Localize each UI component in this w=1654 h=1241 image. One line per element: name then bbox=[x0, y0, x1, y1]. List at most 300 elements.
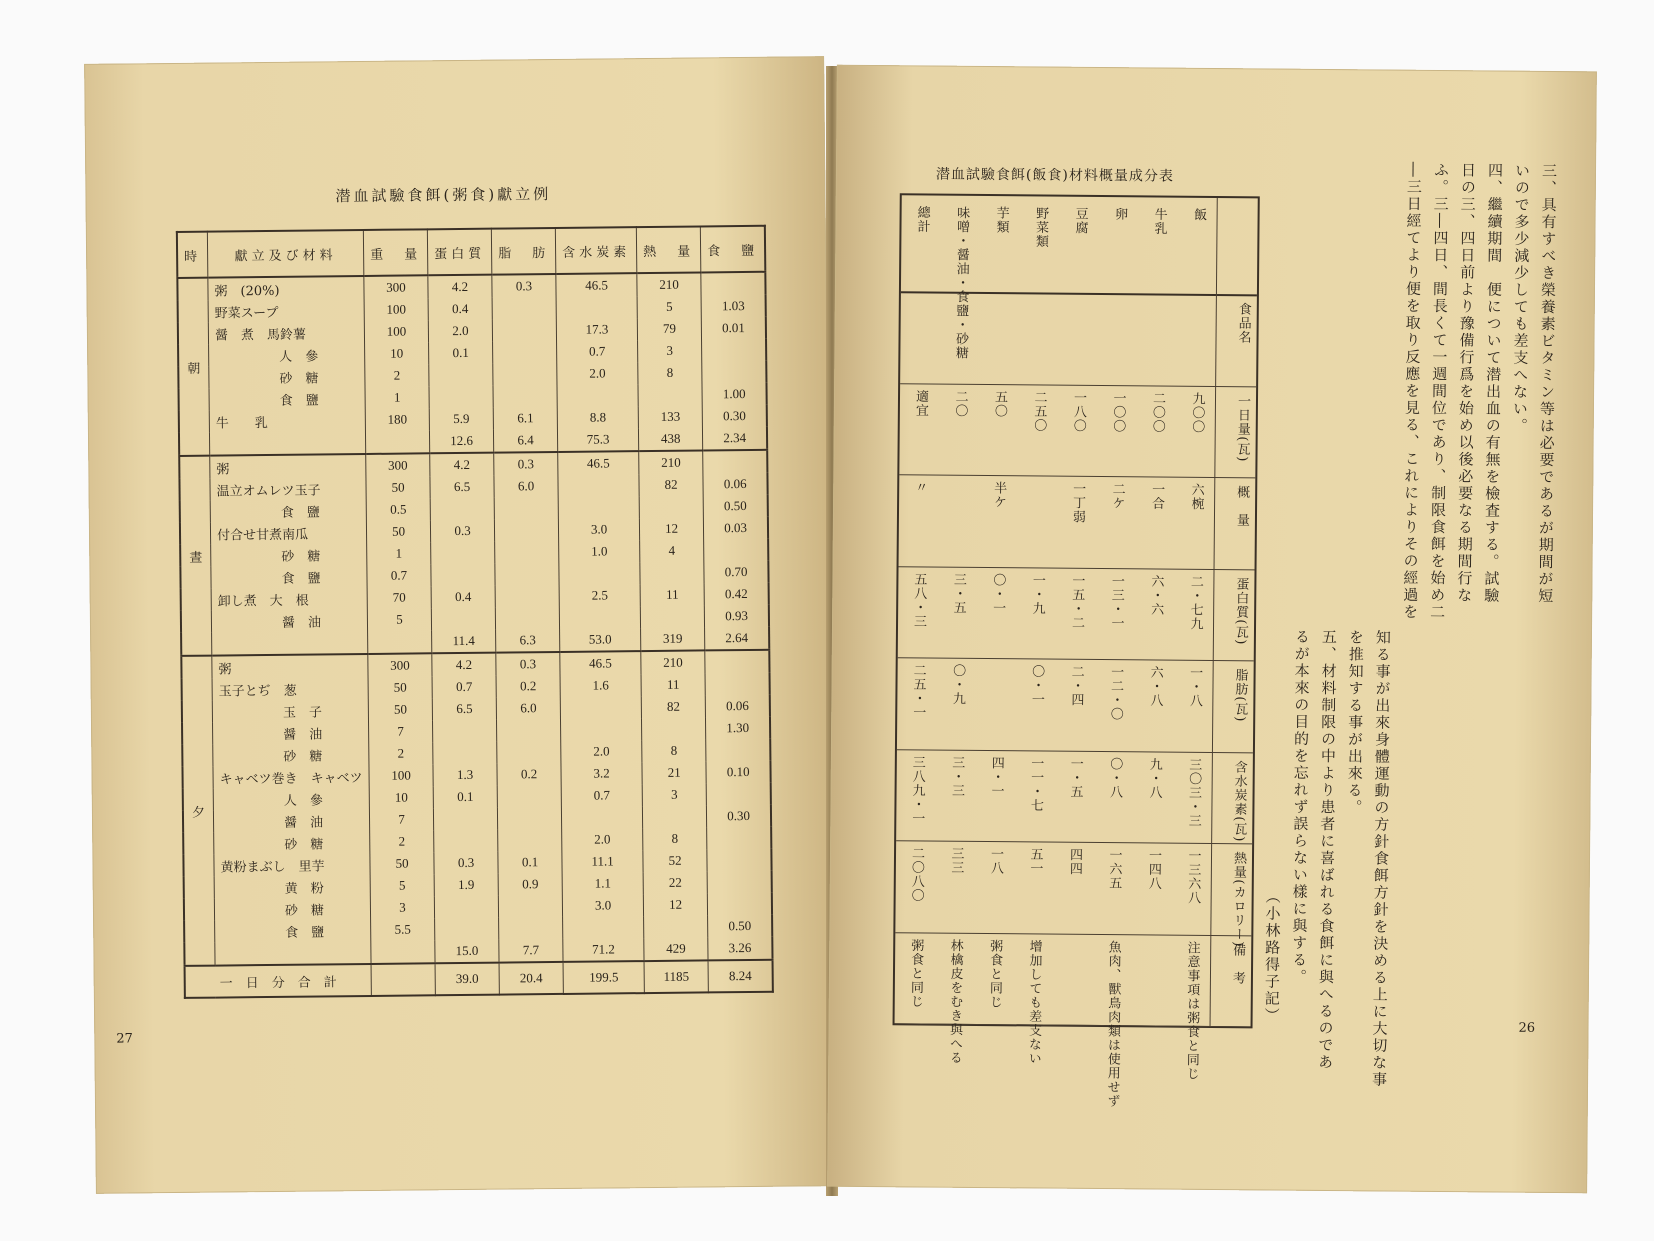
menu-item-value: 0.7 bbox=[561, 784, 642, 807]
composition-cell: 〇・九 bbox=[949, 663, 966, 706]
menu-item-name bbox=[212, 631, 368, 656]
menu-item-value: 0.3 bbox=[496, 652, 560, 676]
menu-item-value bbox=[433, 808, 497, 831]
menu-item-value: 10 bbox=[369, 786, 433, 809]
menu-item-value: 0.7 bbox=[557, 340, 638, 363]
total-value: 199.5 bbox=[563, 961, 644, 994]
composition-cell: 二・四 bbox=[1068, 664, 1084, 707]
menu-item-value: 2 bbox=[370, 830, 434, 853]
menu-item-value bbox=[706, 783, 771, 806]
menu-item-value: 79 bbox=[637, 317, 701, 340]
menu-item-value: 1.1 bbox=[562, 872, 643, 895]
menu-item-value: 8 bbox=[643, 827, 707, 850]
composition-cell: 六・六 bbox=[1148, 573, 1164, 617]
menu-item-value: 4 bbox=[640, 539, 704, 562]
menu-item-value: 75.3 bbox=[558, 428, 639, 452]
menu-item-name: 野菜スープ bbox=[208, 299, 364, 323]
menu-item-value: 82 bbox=[641, 695, 705, 718]
menu-item-name: 黄 粉 bbox=[214, 875, 370, 899]
menu-item-value: 2.0 bbox=[428, 320, 492, 343]
menu-item-value: 70 bbox=[367, 586, 431, 609]
menu-item-value bbox=[495, 541, 559, 564]
menu-item-value: 300 bbox=[366, 453, 430, 477]
menu-table-header bbox=[177, 226, 766, 278]
menu-item-value: 0.50 bbox=[708, 915, 773, 938]
menu-item-name: キャベツ巻き キャベツ bbox=[213, 765, 369, 789]
menu-item-value bbox=[703, 450, 768, 474]
menu-item-value: 6.0 bbox=[496, 697, 560, 720]
menu-item-value: 438 bbox=[639, 427, 703, 451]
menu-item-value bbox=[704, 539, 769, 562]
menu-item-value bbox=[558, 474, 639, 497]
composition-cell: 三〇三・三 bbox=[1185, 757, 1202, 828]
menu-item-value: 3.26 bbox=[708, 937, 773, 961]
composition-cell: 一・九 bbox=[1029, 572, 1045, 616]
body-text-column: 四、繼續期間 便について潜出血の有無を檢査する。試驗 bbox=[1482, 162, 1505, 605]
menu-item-value bbox=[431, 564, 495, 587]
menu-item-name: 食 鹽 bbox=[210, 499, 366, 523]
composition-band-label: 含水炭素(瓦) bbox=[1231, 759, 1247, 842]
composition-food-name: 芋類 bbox=[993, 206, 1009, 235]
menu-item-value bbox=[497, 807, 561, 830]
menu-item-value: 0.30 bbox=[707, 805, 772, 828]
menu-item-value: 17.3 bbox=[556, 318, 637, 341]
menu-item-value: 5.9 bbox=[429, 408, 493, 431]
body-text-column: るが本來の目的を忘れず誤らない樣に與する。 bbox=[1289, 628, 1312, 986]
left-page-number: 27 bbox=[116, 1031, 133, 1047]
menu-item-value bbox=[560, 696, 641, 719]
composition-cell: 粥食と同じ bbox=[986, 938, 1003, 1009]
header-calorie: 熱 量 bbox=[636, 226, 700, 273]
menu-item-name: 食 鹽 bbox=[211, 565, 367, 589]
menu-total-row bbox=[185, 960, 773, 998]
menu-item-value: 0.3 bbox=[430, 520, 494, 543]
menu-item-value: 7 bbox=[369, 720, 433, 743]
composition-cell: 四・一 bbox=[988, 755, 1004, 798]
menu-item-value: 2.64 bbox=[705, 627, 770, 651]
menu-item-value: 6.0 bbox=[494, 475, 558, 498]
menu-item-value: 133 bbox=[638, 405, 702, 428]
menu-item-name bbox=[215, 941, 371, 966]
menu-item-value: 2 bbox=[369, 742, 433, 765]
menu-item-value: 1 bbox=[367, 542, 431, 565]
menu-item-value: 210 bbox=[637, 272, 701, 296]
meal-time-label: 朝 bbox=[177, 278, 209, 456]
menu-item-value: 15.0 bbox=[435, 940, 499, 964]
composition-cell: 一四八 bbox=[1145, 848, 1162, 891]
menu-item-value: 1.00 bbox=[702, 383, 767, 406]
menu-item-name: 黄粉まぶし 里芋 bbox=[214, 853, 370, 877]
composition-band-label: 備 考 bbox=[1229, 942, 1246, 985]
composition-cell: 一八〇 bbox=[1070, 390, 1087, 433]
total-label: 一 日 分 合 計 bbox=[185, 964, 372, 998]
menu-item-value: 4.2 bbox=[432, 653, 496, 677]
composition-cell: 三三 bbox=[948, 846, 964, 875]
menu-item-value bbox=[559, 606, 640, 629]
menu-item-value: 0.9 bbox=[498, 873, 562, 896]
header-time: 時 bbox=[177, 232, 208, 278]
body-text-column: を推知する事が出來る。 bbox=[1345, 629, 1366, 817]
menu-item-name: 粥 bbox=[210, 454, 366, 479]
menu-item-value: 10 bbox=[365, 342, 429, 365]
menu-item-value bbox=[498, 829, 562, 852]
menu-item-name: 砂 糖 bbox=[211, 543, 367, 567]
menu-item-value bbox=[707, 827, 772, 850]
menu-item-value: 0.4 bbox=[428, 298, 492, 321]
menu-item-value bbox=[705, 650, 770, 674]
menu-item-value: 0.3 bbox=[494, 452, 558, 476]
menu-item-value bbox=[495, 607, 559, 630]
composition-band-label: 蛋白質(瓦) bbox=[1232, 576, 1249, 645]
menu-item-name: 砂 糖 bbox=[214, 831, 370, 855]
menu-item-value bbox=[707, 849, 772, 872]
menu-item-value: 22 bbox=[643, 871, 707, 894]
menu-item-value bbox=[434, 896, 498, 919]
menu-item-value: 0.7 bbox=[367, 564, 431, 587]
menu-item-value: 100 bbox=[369, 764, 433, 787]
total-value: 1185 bbox=[644, 960, 708, 993]
menu-item-value: 100 bbox=[364, 298, 428, 321]
menu-item-value: 5 bbox=[370, 874, 434, 897]
composition-cell: 一〇〇 bbox=[1110, 390, 1126, 433]
menu-item-value: 0.93 bbox=[704, 605, 769, 628]
menu-item-value bbox=[702, 361, 767, 384]
menu-item-value bbox=[429, 364, 493, 387]
menu-item-name: 卸し煮 大 根 bbox=[211, 587, 367, 611]
composition-cell: 六椀 bbox=[1188, 482, 1204, 511]
menu-item-value bbox=[497, 719, 561, 742]
header-weight: 重 量 bbox=[363, 229, 427, 276]
menu-item-value: 210 bbox=[639, 450, 703, 474]
menu-item-value bbox=[494, 497, 558, 520]
menu-item-value bbox=[556, 296, 637, 319]
menu-item-value: 0.1 bbox=[498, 851, 562, 874]
menu-item-name: 食 鹽 bbox=[209, 387, 365, 411]
left-page bbox=[84, 56, 836, 1194]
menu-item-value: 12.6 bbox=[430, 430, 494, 454]
menu-item-value bbox=[492, 297, 556, 320]
menu-item-value: 46.5 bbox=[558, 451, 639, 475]
menu-item-name: 粥 (20%) bbox=[208, 276, 364, 301]
composition-band-label: 概 量 bbox=[1233, 485, 1250, 528]
menu-item-value: 0.5 bbox=[366, 498, 430, 521]
menu-item-name: 牛 乳 bbox=[209, 409, 365, 433]
menu-item-value: 5.5 bbox=[371, 918, 435, 941]
menu-item-value bbox=[701, 272, 766, 296]
menu-item-value: 3 bbox=[370, 896, 434, 919]
menu-item-value: 3.0 bbox=[562, 894, 643, 917]
composition-band-label: 熱量(カロリー) bbox=[1230, 851, 1247, 948]
composition-cell: 二〇八〇 bbox=[908, 846, 925, 903]
menu-item-value: 0.7 bbox=[432, 676, 496, 699]
menu-item-name: 醤 煮 馬鈴薯 bbox=[208, 321, 364, 345]
menu-item-value: 3 bbox=[642, 783, 706, 806]
menu-item-name: 付合せ甘煮南瓜 bbox=[210, 521, 366, 545]
body-text-column: ―三日經てより便を取り反應を見る、これによりその經過を bbox=[1401, 161, 1424, 621]
menu-item-value: 3 bbox=[638, 339, 702, 362]
menu-item-value: 82 bbox=[639, 473, 703, 496]
menu-item-value bbox=[429, 386, 493, 409]
menu-item-value: 11 bbox=[640, 583, 704, 606]
menu-item-value: 6.5 bbox=[430, 476, 494, 499]
menu-item-value: 1.0 bbox=[559, 540, 640, 563]
menu-item-value: 46.5 bbox=[560, 651, 641, 675]
composition-cell: 半ケ bbox=[991, 481, 1007, 510]
composition-cell: 一五・二 bbox=[1068, 573, 1085, 630]
composition-cell: 五〇 bbox=[991, 389, 1008, 418]
menu-item-value bbox=[559, 562, 640, 585]
menu-item-value: 8 bbox=[638, 361, 702, 384]
menu-item-value bbox=[431, 542, 495, 565]
composition-cell: 一二・〇 bbox=[1107, 665, 1124, 722]
composition-cell: 九・八 bbox=[1146, 756, 1162, 800]
menu-item-value: 7.7 bbox=[499, 939, 563, 963]
menu-item-value: 1 bbox=[365, 386, 429, 409]
header-protein: 蛋白質 bbox=[427, 229, 491, 276]
composition-cell: 二〇 bbox=[952, 389, 968, 418]
menu-table bbox=[176, 225, 774, 999]
menu-item-name: 砂 糖 bbox=[214, 897, 370, 921]
menu-item-value bbox=[640, 605, 704, 628]
menu-item-value: 300 bbox=[364, 275, 428, 299]
menu-item-value: 50 bbox=[370, 852, 434, 875]
menu-item-value: 0.3 bbox=[492, 274, 556, 298]
header-menu: 獻立及び材料 bbox=[207, 230, 363, 278]
menu-item-value bbox=[639, 495, 703, 518]
composition-cell: 一・五 bbox=[1067, 756, 1083, 799]
menu-item-value: 11.4 bbox=[432, 630, 496, 654]
menu-item-value: 0.06 bbox=[703, 473, 768, 496]
meal-time-label: 夕 bbox=[181, 656, 215, 966]
menu-item-value bbox=[561, 718, 642, 741]
menu-item-name: 砂 糖 bbox=[209, 365, 365, 389]
menu-item-value: 0.1 bbox=[429, 342, 493, 365]
menu-item-value: 1.6 bbox=[560, 674, 641, 697]
menu-item-value bbox=[638, 383, 702, 406]
menu-item-name: 人 參 bbox=[209, 343, 365, 367]
menu-item-value: 0.4 bbox=[431, 586, 495, 609]
menu-item-value bbox=[493, 385, 557, 408]
composition-food-name: 牛乳 bbox=[1151, 207, 1167, 236]
menu-item-name: 人 參 bbox=[213, 787, 369, 811]
body-text bbox=[1198, 68, 1567, 1089]
menu-item-value bbox=[557, 384, 638, 407]
menu-item-value bbox=[494, 519, 558, 542]
composition-cell: 三・五 bbox=[950, 572, 966, 615]
header-salt: 食 鹽 bbox=[700, 226, 765, 273]
composition-cell: 魚肉、獸鳥肉類は使用せず bbox=[1104, 939, 1121, 1108]
menu-item-value: 6.5 bbox=[432, 698, 496, 721]
menu-item-value bbox=[640, 561, 704, 584]
composition-band-label: 一日量(瓦) bbox=[1234, 393, 1251, 462]
left-page-title: 潜血試驗食餌(粥食)獻立例 bbox=[335, 185, 552, 206]
composition-food-name: 飯 bbox=[1191, 207, 1207, 222]
composition-cell: 一一・七 bbox=[1027, 755, 1044, 813]
menu-item-value: 4.2 bbox=[428, 275, 492, 299]
menu-item-value bbox=[643, 805, 707, 828]
menu-item-value: 429 bbox=[644, 937, 708, 961]
composition-cell: 注意事項は粥食と同じ bbox=[1183, 940, 1200, 1081]
composition-band-label: 食品名 bbox=[1235, 302, 1251, 345]
menu-item-value: 0.50 bbox=[703, 495, 768, 518]
composition-cell: 一丁弱 bbox=[1069, 481, 1086, 524]
menu-item-value: 0.01 bbox=[701, 317, 766, 340]
menu-item-value bbox=[431, 608, 495, 631]
body-text-column: 日の三、四日前より豫備行爲を始め以後必要なる期間行な bbox=[1455, 162, 1478, 605]
menu-item-value: 5 bbox=[637, 295, 701, 318]
menu-item-name: 温立オムレツ玉子 bbox=[210, 477, 366, 501]
menu-item-value: 1.03 bbox=[701, 295, 766, 318]
body-text-column: 五、材料制限の中より患者に喜ばれる食餌に與へるのであ bbox=[1316, 628, 1339, 1072]
menu-item-value: 2.34 bbox=[703, 427, 768, 451]
menu-item-value: 1.9 bbox=[434, 874, 498, 897]
header-fat: 脂 肪 bbox=[491, 228, 555, 275]
composition-cell: 〇・八 bbox=[1107, 756, 1123, 799]
menu-item-value: 6.1 bbox=[493, 407, 557, 430]
composition-cell: 四四 bbox=[1066, 847, 1083, 876]
menu-item-value: 8.8 bbox=[557, 406, 638, 429]
menu-item-value bbox=[495, 563, 559, 586]
menu-item-value: 0.42 bbox=[704, 583, 769, 606]
composition-cell: 一八 bbox=[987, 847, 1004, 876]
menu-item-value bbox=[705, 673, 770, 696]
menu-item-value: 2.0 bbox=[561, 740, 642, 763]
composition-cell: 一三六八 bbox=[1185, 848, 1201, 905]
composition-cell: 九〇〇 bbox=[1189, 391, 1205, 434]
menu-item-value: 210 bbox=[641, 650, 705, 674]
menu-item-name: 玉子とぢ 葱 bbox=[212, 677, 368, 701]
menu-item-value: 0.10 bbox=[706, 761, 771, 784]
composition-food-name: 豆腐 bbox=[1072, 206, 1088, 235]
composition-cell: 粥食と同じ bbox=[907, 937, 924, 1008]
menu-item-value: 0.2 bbox=[496, 675, 560, 698]
total-value: 8.24 bbox=[708, 960, 773, 993]
menu-item-value: 21 bbox=[642, 761, 706, 784]
menu-item-value: 12 bbox=[643, 893, 707, 916]
menu-item-value: 0.2 bbox=[497, 763, 561, 786]
menu-item-value bbox=[435, 918, 499, 941]
composition-cell: 二五〇 bbox=[1031, 389, 1047, 433]
menu-item-value: 2.0 bbox=[562, 828, 643, 851]
menu-item-name: 粥 bbox=[212, 654, 368, 679]
composition-cell: 一・八 bbox=[1186, 665, 1203, 708]
composition-cell: 〃 bbox=[912, 480, 928, 495]
menu-item-value bbox=[492, 319, 556, 342]
menu-item-value: 0.1 bbox=[433, 786, 497, 809]
menu-item-value: 300 bbox=[368, 653, 432, 677]
menu-item-value bbox=[644, 915, 708, 938]
body-text-column: ふ。三―四日、間長くて一週間位であり、制限食餌を始め二 bbox=[1428, 161, 1451, 622]
menu-item-value: 2.0 bbox=[557, 362, 638, 385]
menu-item-value bbox=[498, 895, 562, 918]
composition-cell: 一三・一 bbox=[1108, 573, 1124, 630]
menu-item-value: 46.5 bbox=[556, 273, 637, 297]
menu-item-value bbox=[495, 585, 559, 608]
total-value bbox=[371, 963, 435, 996]
menu-item-value: 100 bbox=[364, 320, 428, 343]
menu-item-value: 2 bbox=[365, 364, 429, 387]
composition-cell: 五八・三 bbox=[910, 571, 927, 629]
menu-item-value: 0.70 bbox=[704, 561, 769, 584]
right-page-title: 潜血試驗食餌(飯食)材料概量成分表 bbox=[935, 166, 1174, 185]
menu-item-value: 12 bbox=[639, 517, 703, 540]
composition-cell: 三・三 bbox=[949, 755, 965, 798]
menu-item-value: 6.3 bbox=[496, 629, 560, 653]
menu-item-value bbox=[702, 339, 767, 362]
menu-item-value: 0.30 bbox=[702, 405, 767, 428]
menu-item-value: 50 bbox=[366, 520, 430, 543]
menu-item-value: 52 bbox=[643, 849, 707, 872]
composition-band-label: 脂肪(瓦) bbox=[1232, 668, 1248, 723]
composition-cell: 增加しても差支ない bbox=[1025, 938, 1042, 1066]
menu-item-value: 11.1 bbox=[562, 850, 643, 873]
composition-food-name: 卵 bbox=[1112, 207, 1128, 222]
menu-item-value bbox=[433, 720, 497, 743]
menu-item-value: 1.30 bbox=[706, 717, 771, 740]
composition-cell: 二五・一 bbox=[910, 663, 926, 720]
menu-item-value: 8 bbox=[642, 739, 706, 762]
menu-item-value: 5 bbox=[367, 608, 431, 631]
menu-item-value bbox=[707, 893, 772, 916]
menu-item-value: 3.0 bbox=[558, 518, 639, 541]
menu-item-value: 53.0 bbox=[560, 628, 641, 652]
menu-item-name: 醤 油 bbox=[213, 809, 369, 833]
menu-item-value: 3.2 bbox=[561, 762, 642, 785]
composition-cell: 二ケ bbox=[1109, 482, 1125, 511]
menu-item-value bbox=[642, 717, 706, 740]
body-text-column: 三、具有すべき榮養素ビタミン等は必要であるが期間が短 bbox=[1536, 162, 1559, 605]
body-text-column: （小林路得子記） bbox=[1262, 888, 1282, 1025]
menu-item-value: 50 bbox=[368, 676, 432, 699]
composition-cell: 〇・一 bbox=[990, 572, 1006, 615]
menu-item-value: 50 bbox=[366, 476, 430, 499]
meal-time-label: 晝 bbox=[179, 456, 212, 656]
composition-cell: 林檎皮をむき與へる bbox=[946, 938, 963, 1065]
composition-food-name: 總計 bbox=[914, 205, 930, 234]
menu-item-value: 7 bbox=[369, 808, 433, 831]
composition-cell: 五一 bbox=[1027, 847, 1043, 876]
menu-item-name: 醤 油 bbox=[213, 721, 369, 745]
composition-cell: 二〇〇 bbox=[1149, 390, 1166, 434]
total-value: 20.4 bbox=[499, 962, 563, 995]
menu-item-value: 71.2 bbox=[563, 938, 644, 962]
right-page-number: 26 bbox=[1518, 1020, 1536, 1036]
menu-item-value: 6.4 bbox=[494, 429, 558, 453]
header-carb: 含水炭素 bbox=[555, 227, 636, 274]
menu-item-value bbox=[561, 806, 642, 829]
menu-item-value: 1.3 bbox=[433, 764, 497, 787]
menu-item-value bbox=[493, 341, 557, 364]
menu-item-value: 4.2 bbox=[430, 453, 494, 477]
composition-cell: 適宜 bbox=[912, 388, 929, 418]
composition-cell: 三八九・一 bbox=[909, 754, 925, 825]
menu-item-value bbox=[497, 785, 561, 808]
menu-item-name: 砂 糖 bbox=[213, 743, 369, 767]
composition-cell: 一六五 bbox=[1106, 848, 1122, 891]
menu-item-value bbox=[499, 917, 563, 940]
menu-item-value: 319 bbox=[641, 627, 705, 651]
menu-item-value: 180 bbox=[365, 408, 429, 431]
menu-item-value bbox=[430, 498, 494, 521]
menu-item-name: 醤 油 bbox=[211, 609, 367, 633]
menu-item-value bbox=[493, 363, 557, 386]
menu-item-value: 0.06 bbox=[705, 695, 770, 718]
composition-cell: 二・七九 bbox=[1187, 574, 1203, 631]
menu-item-value bbox=[707, 871, 772, 894]
menu-item-value bbox=[371, 940, 435, 964]
menu-item-value bbox=[497, 741, 561, 764]
menu-item-name bbox=[209, 431, 365, 456]
